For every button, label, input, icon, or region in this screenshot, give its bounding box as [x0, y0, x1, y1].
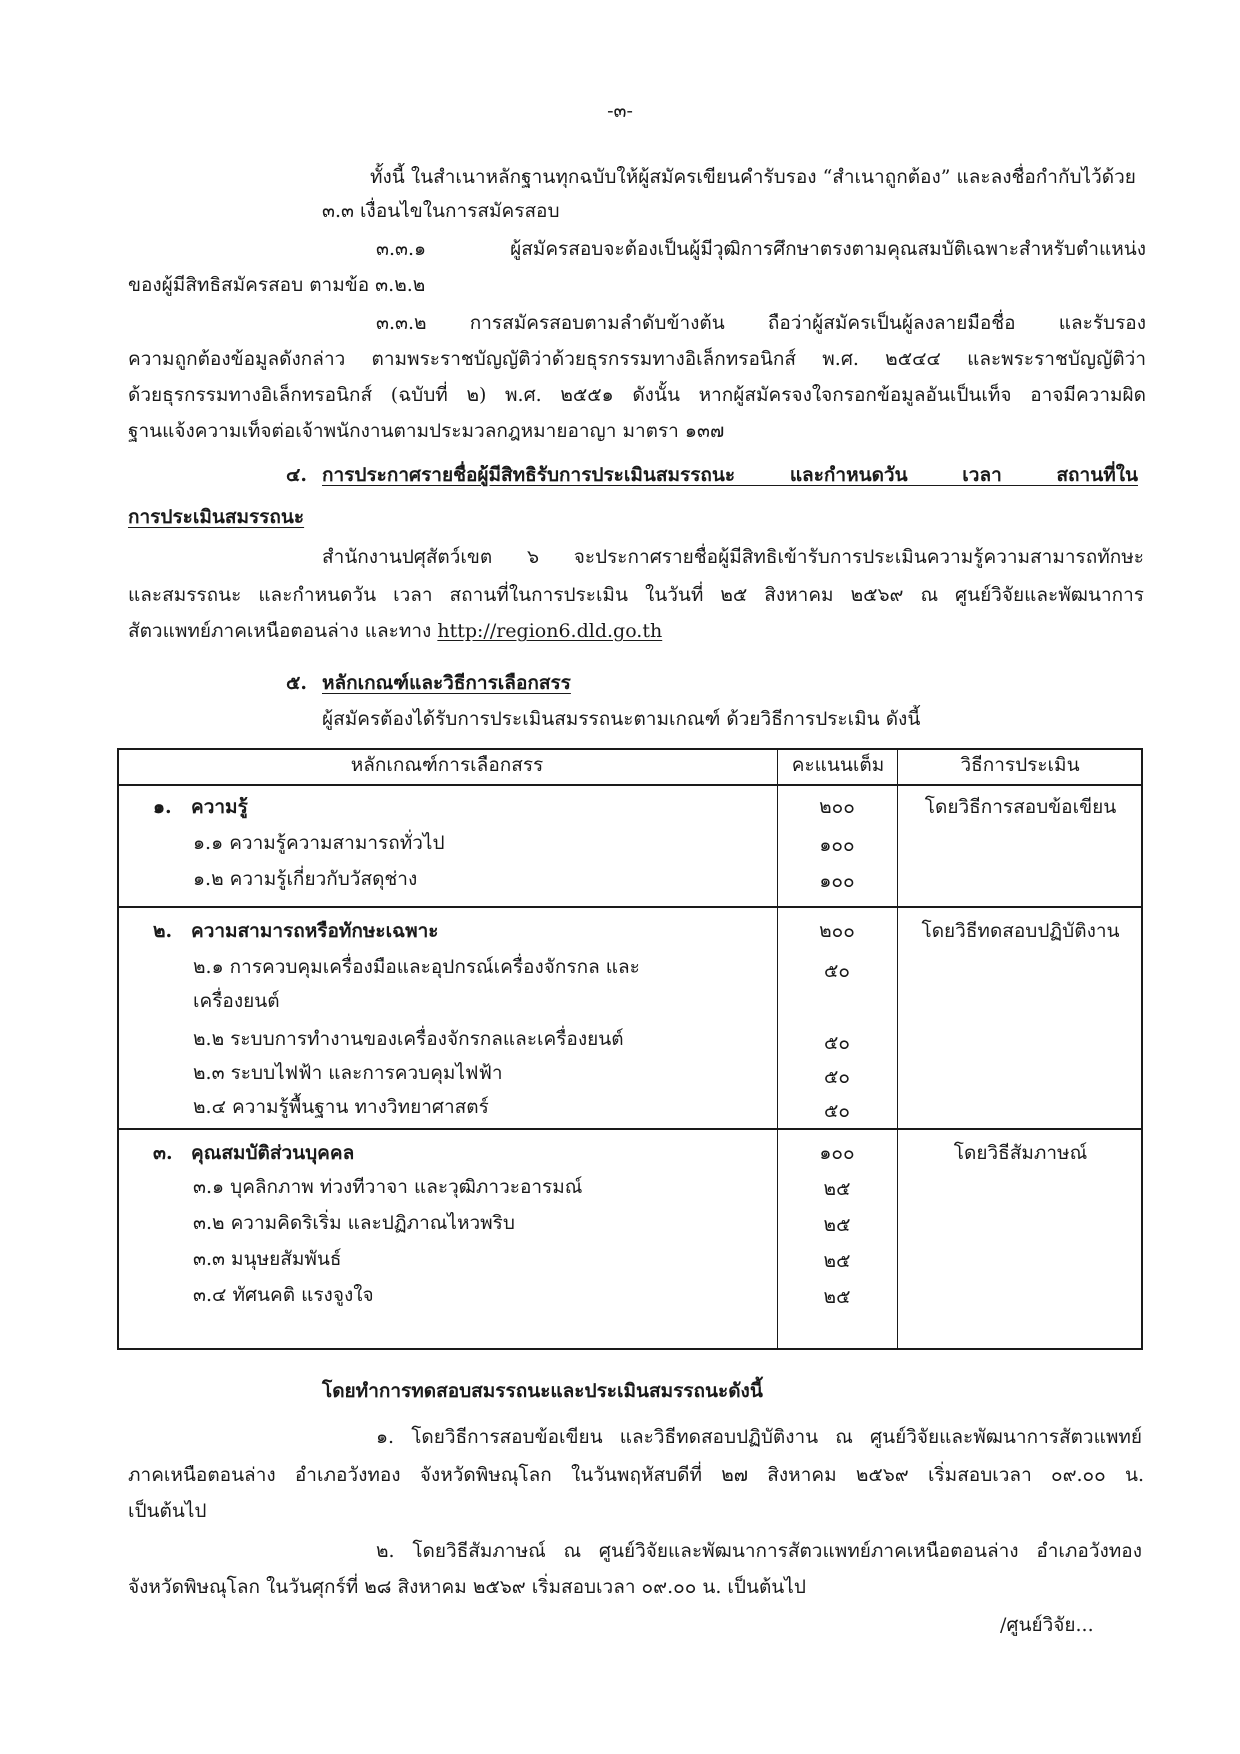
page-number: -๓-	[607, 100, 633, 122]
section-5-number: ๕.	[286, 672, 307, 694]
para-line: ฐานแจ้งความเท็จต่อเจ้าพนักงานตามประมวลกฎหมายอาญา มาตรา ๑๓๗	[128, 420, 725, 442]
group-title: คุณสมบัติส่วนบุคคล	[191, 1142, 355, 1164]
criteria-item: ๓.๒ ความคิดริเริ่ม และปฏิภาณไหวพริบ	[193, 1212, 515, 1234]
para-line: ของผู้มีสิทธิสมัครสอบ ตามข้อ ๓.๒.๒	[128, 274, 426, 296]
group-method: โดยวิธีทดสอบปฏิบัติงาน	[921, 920, 1120, 942]
para-line: จังหวัดพิษณุโลก ในวันศุกร์ที่ ๒๘ สิงหาคม ๒๕๖๙ เริ่มสอบเวลา ๐๙.๐๐ น. เป็นต้นไป	[128, 1576, 806, 1598]
criteria-item: ๓.๑ บุคลิกภาพ ท่วงทีวาจา และวุฒิภาวะอารมณ์	[193, 1176, 583, 1198]
criteria-item: ๒.๔ ความรู้พื้นฐาน ทางวิทยาศาสตร์	[193, 1096, 489, 1118]
group-score: ๑๐๐	[819, 1142, 855, 1164]
item-score: ๕๐	[824, 1032, 850, 1054]
header-full-score: คะแนนเต็ม	[791, 754, 885, 776]
para-line: ๓.๓.๑ ผู้สมัครสอบจะต้องเป็นผู้มีวุฒิการศึกษาตรงตามคุณสมบัติเฉพาะสำหรับตำแหน่ง	[376, 238, 1146, 260]
para-line: และสมรรถนะ และกำหนดวัน เวลา สถานที่ในการประเมิน ในวันที่ ๒๕ สิงหาคม ๒๕๖๙ ณ ศูนย์วิจัยและพัฒนาการ	[128, 584, 1144, 606]
para-line: ๓.๓.๒ การสมัครสอบตามลำดับข้างต้น ถือว่าผู้สมัครเป็นผู้ลงลายมือชื่อ และรับรอง	[376, 312, 1146, 334]
group-score: ๒๐๐	[819, 796, 855, 818]
continuation-note: /ศูนย์วิจัย...	[1000, 1614, 1094, 1636]
group-method: โดยวิธีสัมภาษณ์	[953, 1142, 1088, 1164]
para-line: ความถูกต้องข้อมูลดังกล่าว ตามพระราชบัญญัติว่าด้วยธุรกรรมทางอิเล็กทรอนิกส์ พ.ศ. ๒๕๔๔ และพระราชบัญญัติว่า	[128, 348, 1146, 370]
group-title: ความรู้	[191, 796, 248, 818]
header-criteria: หลักเกณฑ์การเลือกสรร	[350, 754, 544, 776]
criteria-item: ๓.๔ ทัศนคติ แรงจูงใจ	[193, 1284, 374, 1306]
item-score: ๒๕	[823, 1214, 851, 1236]
item-score: ๕๐	[824, 960, 850, 982]
para-text: สัตวแพทย์ภาคเหนือตอนล่าง และทาง	[128, 620, 432, 642]
para-line: ๑. โดยวิธีการสอบข้อเขียน และวิธีทดสอบปฏิบัติงาน ณ ศูนย์วิจัยและพัฒนาการสัตวแพทย์	[376, 1426, 1142, 1448]
item-score: ๕๐	[824, 1066, 850, 1088]
criteria-item: ๒.๓ ระบบไฟฟ้า และการควบคุมไฟฟ้า	[193, 1062, 503, 1084]
criteria-item: ๒.๒ ระบบการทำงานของเครื่องจักรกลและเครื่องยนต์	[193, 1028, 624, 1050]
para-line: ภาคเหนือตอนล่าง อำเภอวังทอง จังหวัดพิษณุโลก ในวันพฤหัสบดีที่ ๒๗ สิงหาคม ๒๕๖๙ เริ่มสอบเวลา ๐๙.๐๐ น.	[128, 1464, 1144, 1486]
test-heading: โดยทำการทดสอบสมรรถนะและประเมินสมรรถนะดังนี้	[322, 1380, 763, 1402]
group-title: ความสามารถหรือทักษะเฉพาะ	[191, 920, 439, 942]
para-line: สำนักงานปศุสัตว์เขต ๖ จะประกาศรายชื่อผู้มีสิทธิเข้ารับการประเมินความรู้ความสามารถทักษะ	[322, 546, 1144, 568]
section-5-heading: หลักเกณฑ์และวิธีการเลือกสรร	[322, 672, 571, 694]
section-4-number: ๔.	[286, 464, 307, 486]
para-line: ๒. โดยวิธีสัมภาษณ์ ณ ศูนย์วิจัยและพัฒนาการสัตวแพทย์ภาคเหนือตอนล่าง อำเภอวังทอง	[376, 1540, 1142, 1562]
para-line: เป็นต้นไป	[128, 1500, 207, 1522]
section-5-intro: ผู้สมัครต้องได้รับการประเมินสมรรถนะตามเกณฑ์ ด้วยวิธีการประเมิน ดังนี้	[322, 708, 921, 730]
para-line: ด้วยธุรกรรมทางอิเล็กทรอนิกส์ (ฉบับที่ ๒) พ.ศ. ๒๕๕๑ ดังนั้น หากผู้สมัครจงใจกรอกข้อมูลอันเป็นเท็จ อาจมีความผิด	[128, 384, 1146, 406]
criteria-item: ๑.๒ ความรู้เกี่ยวกับวัสดุช่าง	[193, 868, 418, 890]
section-4-heading: การประกาศรายชื่อผู้มีสิทธิรับการประเมินสมรรถนะ และกำหนดวัน เวลา สถานที่ใน	[322, 464, 1138, 486]
group-number: ๒.	[153, 920, 173, 942]
item-score: ๑๐๐	[819, 870, 855, 892]
item-score: ๒๕	[823, 1250, 851, 1272]
criteria-item: ๑.๑ ความรู้ความสามารถทั่วไป	[193, 832, 445, 854]
group-number: ๑.	[153, 796, 172, 818]
para-line	[128, 614, 662, 648]
group-number: ๓.	[153, 1142, 173, 1164]
criteria-item: ๓.๓ มนุษยสัมพันธ์	[193, 1248, 342, 1270]
region6-link[interactable]: http://region6.dld.go.th	[437, 620, 663, 642]
group-score: ๒๐๐	[819, 920, 855, 942]
item-score: ๒๕	[823, 1178, 851, 1200]
item-score: ๕๐	[824, 1100, 850, 1122]
criteria-item: ๒.๑ การควบคุมเครื่องมือและอุปกรณ์เครื่องจักรกล และเครื่องยนต์	[193, 956, 640, 1012]
para-line: ทั้งนี้ ในสำเนาหลักฐานทุกฉบับให้ผู้สมัครเขียนคำรับรอง “สำเนาถูกต้อง” และลงชื่อกำกับไว้ด้วย	[370, 166, 1136, 188]
section-4-heading-cont: การประเมินสมรรถนะ	[128, 506, 305, 528]
subsection-heading: ๓.๓ เงื่อนไขในการสมัครสอบ	[322, 200, 560, 222]
item-score: ๑๐๐	[819, 834, 855, 856]
group-method: โดยวิธีการสอบข้อเขียน	[924, 796, 1117, 818]
header-method: วิธีการประเมิน	[960, 754, 1080, 776]
item-score: ๒๕	[823, 1286, 851, 1308]
criteria-table	[117, 748, 1143, 1350]
